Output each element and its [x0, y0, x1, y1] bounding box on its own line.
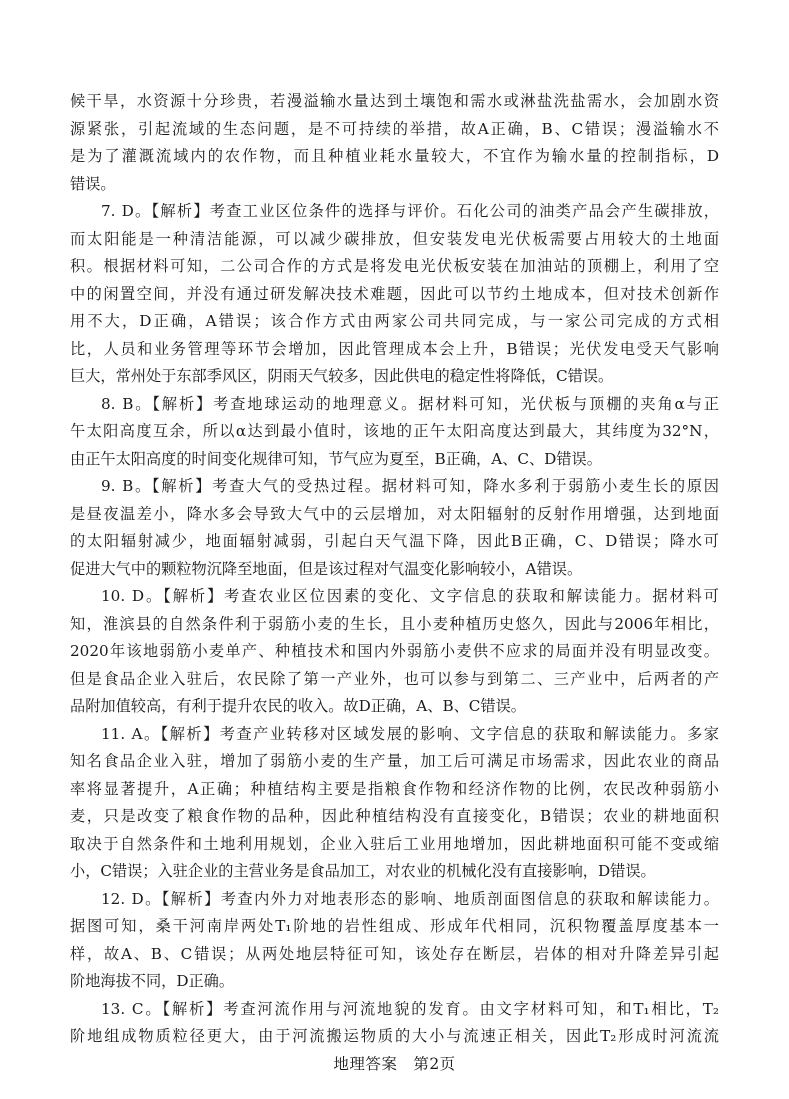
text-line: 巨大，常州处于东部季风区，阴雨天气较多，因此供电的稳定性将降低，C错误。: [70, 367, 614, 385]
text-line: 阶地海拔不同，D正确。: [70, 972, 235, 990]
text-line: 候干旱，水资源十分珍贵，若漫溢输水量达到土壤饱和需水或淋盐洗盐需水，会加剧水资: [70, 92, 719, 110]
text-line: 麦，只是改变了粮食作物的品种，因此种植结构没有直接变化，B错误；农业的耕地面积: [70, 807, 719, 825]
text-line: 12. D。【解析】考查内外力对地表形态的影响、地质剖面图信息的获取和解读能力。: [101, 889, 719, 908]
text-line: 而太阳能是一种清洁能源，可以减少碳排放，但安装发电光伏板需要占用较大的土地面: [70, 229, 719, 248]
text-line: 样，故A、B、C错误；从两处地层特征可知，该处存在断层，岩体的相对升降差异引起: [70, 944, 719, 963]
text-line: 促进大气中的颗粒物沉降至地面，但是该过程对气温变化影响较小，A错误。: [70, 559, 583, 578]
text-line: 比，人员和业务管理等环节会增加，因此管理成本会上升，B错误；光伏发电受天气影响: [70, 339, 719, 358]
page-footer: 地理答案 第2页: [333, 1055, 456, 1073]
text-line: 知，淮滨县的自然条件利于弱筋小麦的生长，且小麦种植历史悠久，因此与2006年相比，: [70, 614, 719, 633]
text-line: 的太阳辐射减少，地面辐射减弱，引起白天气温下降，因此B正确，C、D错误；降水可: [70, 532, 719, 550]
text-line: 是昼夜温差小，降水多会导致大气中的云层增加，对太阳辐射的反射作用增强，达到地面: [70, 504, 719, 523]
text-line: 用不大，D正确，A错误；该合作方式由两家公司共同完成，与一家公司完成的方式相: [70, 312, 719, 330]
text-line: 积。根据材料可知，二公司合作的方式是将发电光伏板安装在加油站的顶棚上，利用了空: [70, 257, 719, 275]
text-line: 11. A。【解析】考查产业转移对区域发展的影响、文字信息的获取和解读能力。多家: [101, 724, 719, 743]
text-line: 是为了灌溉流域内的农作物，而且种植业耗水量较大，不宜作为输水量的控制指标，D: [70, 147, 719, 165]
text-line: 小，C错误；入驻企业的主营业务是食品加工，对农业的机械化没有直接影响，D错误。: [70, 862, 656, 880]
text-line: 中的闲置空间，并没有通过研发解决技术难题，因此可以节约土地成本，但对技术创新作: [70, 284, 719, 303]
text-line: 据图可知，桑干河南岸两处T₁阶地的岩性组成、形成年代相同，沉积物覆盖厚度基本一: [70, 917, 719, 935]
text-line: 知名食品企业入驻，增加了弱筋小麦的生产量，加工后可满足市场需求，因此农业的商品: [70, 752, 719, 770]
text-line: 源紧张，引起流域的生态问题，是不可持续的举措，故A正确，B、C错误；漫溢输水不: [70, 119, 719, 138]
text-line: 10. D。【解析】考查农业区位因素的变化、文字信息的获取和解读能力。据材料可: [101, 587, 719, 605]
text-line: 9. B。【解析】考查大气的受热过程。据材料可知，降水多利于弱筋小麦生长的原因: [101, 477, 719, 495]
text-line: 由正午太阳高度的时间变化规律可知，节气应为夏至，B正确，A、C、D错误。: [70, 449, 602, 468]
text-line: 错误。: [70, 174, 116, 193]
text-line: 但是食品企业入驻后，农民除了第一产业外，也可以参与到第二、三产业中，后两者的产: [70, 669, 719, 688]
text-line: 取决于自然条件和土地利用规划，企业入驻后工业用地增加，因此耕地面积可能不变或缩: [70, 834, 719, 853]
answer-body-text: [70, 88, 719, 1051]
text-line: 13. C。【解析】考查河流作用与河流地貌的发育。由文字材料可知，和T₁相比，T₂: [101, 999, 719, 1018]
text-line: 8. B。【解析】考查地球运动的地理意义。据材料可知，光伏板与顶棚的夹角α与正: [101, 394, 719, 413]
text-line: 率将显著提升，A正确；种植结构主要是指粮食作物和经济作物的比例，农民改种弱筋小: [70, 779, 719, 798]
text-line: 2020年该地弱筋小麦单产、种植技术和国内外弱筋小麦供不应求的局面并没有明显改变。: [70, 642, 719, 660]
text-line: 阶地组成物质粒径更大，由于河流搬运物质的大小与流速正相关，因此T₂形成时河流流: [70, 1027, 719, 1045]
text-line: 午太阳高度互余，所以α达到最小值时，该地的正午太阳高度达到最大，其纬度为32°N，: [70, 422, 719, 440]
text-line: 7. D。【解析】考查工业区位条件的选择与评价。石化公司的油类产品会产生碳排放，: [101, 202, 719, 220]
text-line: 品附加值较高，有利于提升农民的收入。故D正确，A、B、C错误。: [70, 697, 526, 715]
